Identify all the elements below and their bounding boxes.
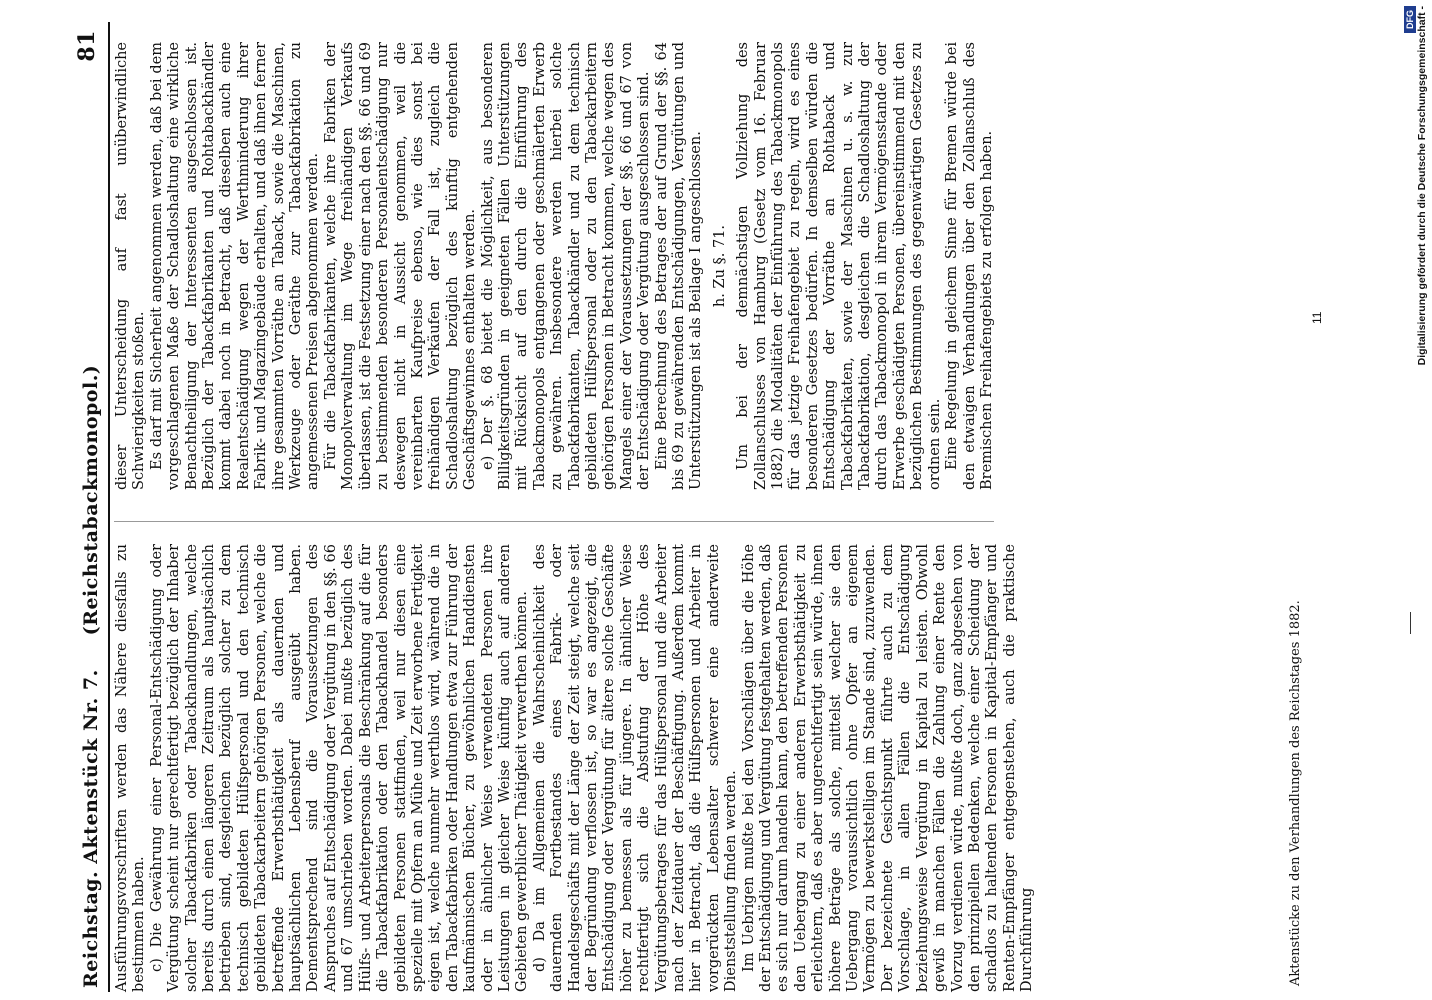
page-number: 81 bbox=[74, 30, 100, 62]
dfg-logo: DFG bbox=[1404, 6, 1416, 33]
header-rule bbox=[108, 22, 110, 992]
running-header-center: (Reichstabackmonopol.) bbox=[80, 364, 102, 636]
paragraph: Ausführungsvorschriften werden das Nähere diesfalls zu bestimmen haben. bbox=[114, 544, 148, 992]
paragraph: Um bei der demnächstigen Vollziehung des Zollanschlusses von Hamburg (Gesetz vom 16. Februar 1882) die Modalitäten der Einführung des Tabackmonopols für das jetzige Freihafengebiet zu regeln, wird es eines besonderen Gesetzes bedürfen. In demselben würden die Entschädigung der Vorräthe an Rohtaback und Tabackfabrikaten, sowie der Maschinen u. s. w. zur Tabackfabrikation, desgleichen die Schadloshaltung der durch das Tabackmonopol in ihrem Vermögensstande oder Erwerbe geschädigten Personen, übereinstimmend mit den bezüglichen Bestimmungen des gegenwärtigen Gesetzes zu ordnen sein. bbox=[735, 42, 943, 490]
footer-sheet-number: 11 bbox=[1310, 311, 1324, 324]
left-column bbox=[114, 544, 1036, 992]
paragraph: Es darf mit Sicherheit angenommen werden, daß bei dem vorgeschlagenen Maße der Schadloshaltung eine wirkliche Benachtheiligung der Interessenten ausgeschlossen ist. Bezüglich der Tabackfabrikanten und Rohtabackhändler kommt dabei noch in Betracht, daß dieselben auch eine Realentschädigung wegen der Werthminderung ihrer Fabrik- und Magazingebäude erhalten, und daß ihnen ferner ihre gesammten Vorräthe an Taback, sowie die Maschinen, Werkzeuge oder Geräthe zur Tabackfabrikation zu angemessenen Preisen abgenommen werden. bbox=[148, 42, 322, 490]
paragraph: Im Uebrigen mußte bei den Vorschlägen über die Höhe der Entschädigung und Vergütung festgehalten werden, daß es sich nur darum handeln kann, den betreffenden Personen den Uebergang zu einer anderen Erwerbsthätigkeit zu erleichtern, daß es aber ungerechtfertigt sein würde, ihnen höhere Beträge als solche, mittelst welcher sie den Uebergang voraussichtlich ohne Opfer an eigenem Vermögen zu bewerkstelligen im Stande sind, zuzuwenden. Der bezeichnete Gesichtspunkt führte auch zu dem Vorschlage, in allen Fällen die Entschädigung beziehungsweise Vergütung in Kapital zu leisten. Obwohl gewiß in manchen Fällen die Zahlung einer Rente den Vorzug verdienen würde, mußte doch, ganz abgesehen von den prinzipiellen Bedenken, welche einer Scheidung der schadlos zu haltenden Personen in Kapital-Empfänger und Renten-Empfänger entgegenstehen, auch die praktische Durchführung bbox=[740, 544, 1036, 992]
paragraph: Eine Regelung in gleichem Sinne für Bremen würde bei den etwaigen Verhandlungen über den Zollanschluß des Bremischen Freihafengebiets zu erfolgen haben. bbox=[944, 42, 995, 490]
paragraph: Eine Berechnung des Betrages der auf Grund der §§. 64 bis 69 zu gewährenden Entschädigungen, Vergütungen und Unterstützungen ist als Beilage I angeschlossen. bbox=[653, 42, 705, 490]
paragraph: Für die Tabackfabrikanten, welche ihre Fabriken der Monopolverwaltung im Wege freihändigen Verkaufs überlassen, ist die Festsetzung einer nach den §§. 66 und 69 zu bestimmenden besonderen Personalentschädigung nur deswegen nicht in Aussicht genommen, weil die vereinbarten Kaufpreise ebenso, wie dies sonst bei freihändigen Verkäufen der Fall ist, zugleich die Schadloshaltung bezüglich des künftig entgehenden Geschäftsgewinnes enthalten werden. bbox=[322, 42, 479, 490]
paragraph: d) Da im Allgemeinen die Wahrscheinlichkeit des dauernden Fortbestandes eines Fabrik- oder Handelsgeschäfts mit der Länge der Zeit steigt, welche seit der Begründung verflossen ist, so war es angezeigt, die Entschädigung oder Vergütung für ältere solche Geschäfte höher zu bemessen als für jüngere. In ähnlicher Weise rechtfertigt sich die Abstufung der Höhe des Vergütungsbetrages für das Hülfspersonal und die Arbeiter nach der Zeitdauer der Beschäftigung. Außerdem kommt hier in Betracht, daß die Hülfspersonen und Arbeiter in vorgerückten Lebensalter schwerer eine anderweite Dienststellung finden werden. bbox=[531, 544, 740, 992]
section-heading: h. Zu §. 71. bbox=[711, 224, 728, 308]
digitization-credit: Digitalisierung gefördert durch die Deutsche Forschungsgemeinschaft - bbox=[1416, 6, 1428, 366]
margin-mark bbox=[1410, 612, 1411, 634]
paragraph: c) Die Gewährung einer Personal-Entschädigung oder Vergütung scheint nur gerechtfertigt bezüglich der Inhaber solcher Tabackfabriken oder Tabackhandlungen, welche bereits durch einen längeren Zeitraum als hauptsächlich betrieben sind, desgleichen bezüglich solcher zu dem technisch gebildeten Hülfspersonal und den technisch gebildeten Tabackarbeitern gehörigen Personen, welche die betreffende Erwerbsthätigkeit als dauernden und hauptsächlichen Lebensberuf ausgeübt haben. Dementsprechend sind die Voraussetzungen des Anspruches auf Entschädigung oder Vergütung in den §§. 66 und 67 umschrieben worden. Dabei mußte bezüglich des Hülfs- und Arbeiterpersonals die Beschränkung auf die für die Tabackfabrikation oder den Tabackhandel besonders gebildeten Personen stattfinden, weil nur diesen eine spezielle mit Opfern an Mühe und Zeit erworbene Fertigkeit eigen ist, welche nunmehr werthlos wird, während die in den Tabackfabriken oder Handlungen etwa zur Führung der kaufmännischen Bücher, zu gewöhnlichen Handdiensten oder in ähnlicher Weise verwendeten Personen ihre Leistungen in gleicher Weise künftig auch auf anderen Gebieten gewerblicher Thätigkeit verwerthen können. bbox=[148, 544, 531, 992]
right-column bbox=[114, 42, 994, 490]
column-divider bbox=[114, 521, 994, 522]
paragraph: e) Der §. 68 bietet die Möglichkeit, aus besonderen Billigkeitsgründen in geeigneten Fällen Unterstützungen mit Rücksicht auf den durch die Einführung des Tabackmonopols entgangenen oder geschmälerten Erwerb zu gewähren. Insbesondere werden hierbei solche Tabackfabrikanten, Tabackhändler und zu dem technisch gebildeten Hülfspersonal oder zu den Tabackarbeitern gehörigen Personen in Betracht kommen, welche wegen des Mangels einer der Voraussetzungen der §§. 66 und 67 von der Entschädigung oder Vergütung ausgeschlossen sind. bbox=[479, 42, 653, 490]
footer-left: Aktenstücke zu den Verhandlungen des Reichstages 1882. bbox=[1288, 600, 1303, 986]
running-header-left: Reichstag. Aktenstück Nr. 7. bbox=[80, 669, 102, 988]
paragraph: dieser Unterscheidung auf fast unüberwindliche Schwierigkeiten stoßen. bbox=[114, 42, 148, 490]
